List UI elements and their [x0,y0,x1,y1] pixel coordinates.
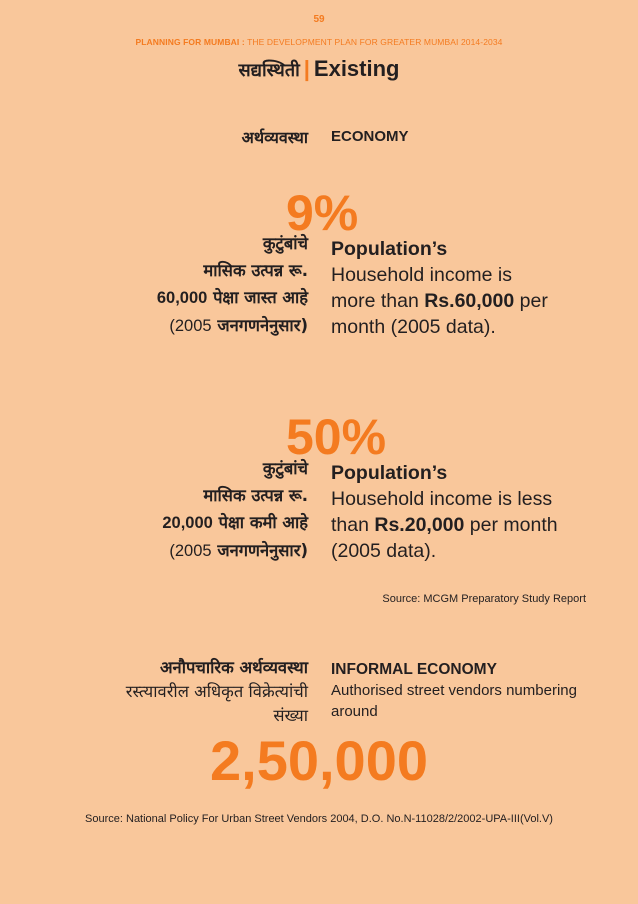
stat1-en-amount: Rs.60,000 [424,290,515,312]
stat2-en-head: Population’s [331,462,448,484]
page-number: 59 [313,14,325,25]
stat1-english-text [331,236,548,340]
stat2-mr-line1: कुटुंबांचे [262,459,308,478]
running-head [0,37,638,47]
stat2-english-text [331,460,558,564]
stat2-mr-line3 [162,509,308,537]
informal-english-text [331,659,577,722]
section-title-english: Existing [313,56,400,81]
informal-mr-line2: संख्या [273,706,308,725]
running-head-rest: THE DEVELOPMENT PLAN FOR GREATER MUMBAI 2014-2034 [247,37,503,47]
stat1-percent: 9% [286,185,359,241]
economy-heading-english: ECONOMY [331,128,409,145]
running-head-bold: PLANNING FOR MUMBAI : [135,37,245,47]
source-national-policy: Source: National Policy For Urban Street Vendors 2004, D.O. No.N-11028/2/2002-UPA-III(Vol.V) [85,813,553,825]
stat2-en-line2-post: per month [464,514,558,536]
stat2-en-amount: Rs.20,000 [374,514,465,536]
stat1-mr-year: (2005 [169,317,212,335]
informal-en-line2: around [331,703,378,720]
stat1-en-line1: Household income is [331,264,513,286]
stat1-mr-line4 [157,312,308,340]
stat1-en-line3: month (2005 data). [331,316,496,338]
stat2-mr-line4 [162,537,308,565]
stat2-en-line3: (2005 data). [331,540,437,562]
stat1-mr-line3-text: पेक्षा जास्त आहे [213,288,308,307]
economy-heading-marathi: अर्थव्यवस्था [241,128,308,147]
stat2-marathi-text [162,455,308,565]
informal-en-heading: INFORMAL ECONOMY [331,661,497,678]
stat1-mr-amount: 60,000 [156,289,208,307]
source-mcgm: Source: MCGM Preparatory Study Report [382,593,586,605]
stat1-en-line2 [331,288,548,314]
stat2-en-line2 [331,512,558,538]
informal-en-line1: Authorised street vendors numbering [331,682,577,699]
stat1-marathi-text [157,230,308,340]
street-vendor-count: 2,50,000 [210,729,428,792]
stat2-en-line2-pre: than [331,514,375,536]
stat2-mr-amount: 20,000 [162,514,213,532]
title-separator: | [303,56,310,81]
stat2-en-line1: Household income is less [331,488,553,510]
stat1-mr-line3 [157,284,308,312]
stat2-mr-year: (2005 [169,542,212,560]
informal-marathi-text [126,656,308,728]
informal-mr-line1: रस्त्यावरील अधिकृत विक्रेत्यांची [125,682,308,701]
stat1-mr-line4-text: जनगणनेनुसार) [217,316,308,335]
section-title-marathi: सद्यस्थिती [238,60,300,81]
stat2-mr-line2: मासिक उत्पन्न रू. [203,486,308,505]
stat1-en-line2-post: per [514,290,548,312]
stat1-mr-line1: कुटुंबांचे [262,234,308,253]
stat1-en-line2-pre: more than [331,290,425,312]
stat2-mr-line3-text: पेक्षा कमी आहे [218,513,308,532]
informal-mr-heading: अनौपचारिक अर्थव्यवस्था [159,658,308,677]
stat2-percent: 50% [286,409,387,465]
stat1-mr-line2: मासिक उत्पन्न रू. [203,261,308,280]
stat2-mr-line4-text: जनगणनेनुसार) [217,541,308,560]
section-title [0,56,638,82]
stat1-en-head: Population’s [331,238,448,260]
